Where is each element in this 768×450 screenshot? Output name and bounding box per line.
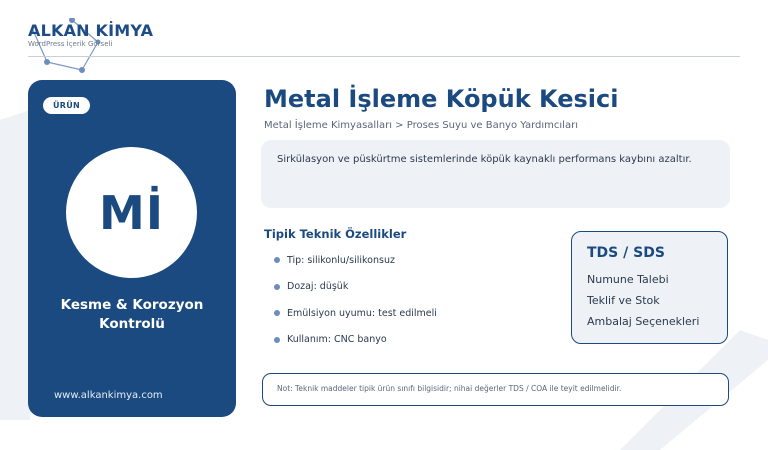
brand-logo	[28, 20, 153, 48]
website-link[interactable]: www.alkankimya.com	[54, 390, 163, 401]
tds-sds-title[interactable]: TDS / SDS	[587, 245, 665, 261]
card-title-line2: Kontrolü	[99, 316, 165, 332]
tds-sds-panel	[571, 231, 728, 344]
sample-request-link[interactable]: Numune Talebi	[587, 273, 669, 286]
list-item	[274, 327, 437, 354]
note-text: Not: Teknik maddeler tipik ürün sınıfı bilgisidir; nihai değerler TDS / COA ile teyit edilmelidir.	[277, 384, 622, 393]
description-text: Sirkülasyon ve püskürtme sistemlerinde köpük kaynaklı performans kaybını azaltır.	[277, 154, 692, 165]
list-item	[274, 300, 437, 327]
bullet-icon	[274, 257, 280, 263]
description-panel	[261, 140, 730, 208]
bullet-icon	[274, 337, 280, 343]
header-divider	[28, 56, 740, 57]
bullet-icon	[274, 310, 280, 316]
product-badge: ÜRÜN	[43, 97, 90, 114]
note-panel	[262, 373, 729, 406]
spec-text: Emülsiyon uyumu: test edilmeli	[287, 307, 437, 319]
card-title-line1: Kesme & Korozyon	[60, 297, 204, 313]
list-item	[274, 247, 437, 274]
brand-name: ALKAN KİMYA	[28, 21, 154, 40]
page-title: Metal İşleme Köpük Kesici	[264, 85, 619, 113]
breadcrumb[interactable]: Metal İşleme Kimyasalları > Proses Suyu ve Banyo Yardımcıları	[264, 120, 578, 131]
packaging-options-link[interactable]: Ambalaj Seçenekleri	[587, 315, 700, 328]
spec-text: Kullanım: CNC banyo	[287, 334, 387, 346]
brand-subtitle: WordPress İçerik Görseli	[28, 40, 113, 48]
spec-text: Tip: silikonlu/silikonsuz	[287, 254, 395, 266]
specs-heading: Tipik Teknik Özellikler	[264, 227, 407, 241]
monogram-circle	[66, 147, 197, 278]
product-card	[28, 80, 236, 417]
bullet-icon	[274, 284, 280, 290]
quote-stock-link[interactable]: Teklif ve Stok	[587, 294, 660, 307]
spec-text: Dozaj: düşük	[287, 281, 349, 293]
list-item	[274, 274, 437, 301]
specs-list	[274, 247, 437, 353]
card-category-title	[38, 296, 226, 334]
monogram-text: Mİ	[99, 185, 164, 240]
